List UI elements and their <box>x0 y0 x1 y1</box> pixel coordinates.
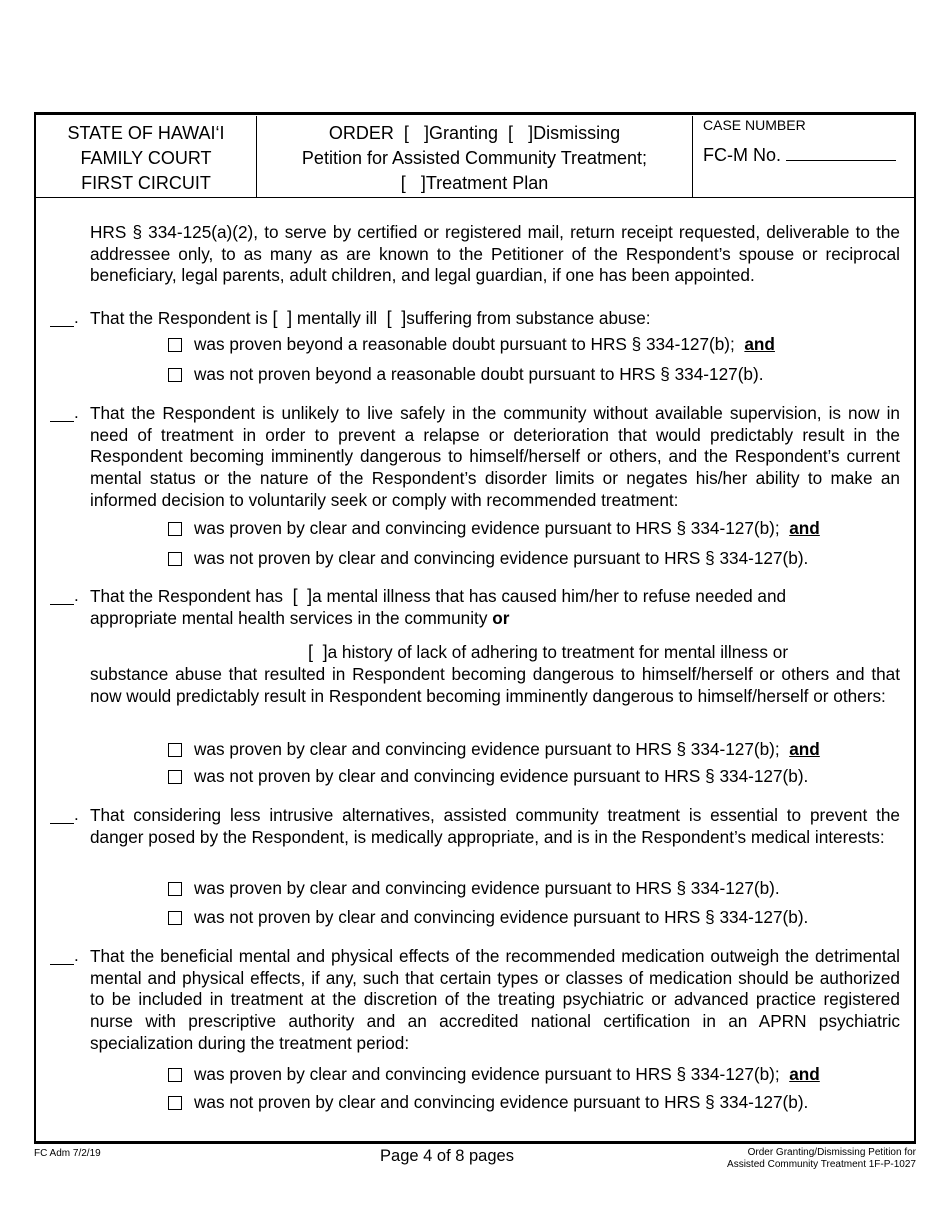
court-circuit: FIRST CIRCUIT <box>81 173 211 193</box>
finding-1-option-a: mentally ill <box>296 308 378 328</box>
finding-1-lead: That the Respondent is <box>90 308 268 328</box>
finding-2-proven-label: was proven by clear and convincing evidence pursuant to HRS § 334-127(b); <box>194 518 780 538</box>
order-word: ORDER <box>328 123 394 143</box>
footer-title-line2: Assisted Community Treatment 1F-P-1027 <box>727 1159 916 1170</box>
frame-tick <box>914 203 916 219</box>
finding-4-not-proven-label: was not proven by clear and convincing evidence pursuant to HRS § 334-127(b). <box>194 907 809 927</box>
frame-tick <box>34 203 36 219</box>
finding-3-text-b: appropriate mental health services in the community <box>90 607 488 628</box>
finding-5-text: That the beneficial mental and physical effects of the recommended medication outweigh the detrimental mental and physical effects, if any, such that certain types or classes of medication should be authorized to be included in treatment at the discretion of the treating psychiatric or advanced practice registered nurse with prescriptive authority and an accredited national certification in an APRN psychiatric specialization during the treatment period: <box>90 946 900 1053</box>
finding-2-number-blank[interactable] <box>50 420 74 422</box>
finding-5-dot: . <box>74 946 79 965</box>
finding-4-proven-label: was proven by clear and convincing evidence pursuant to HRS § 334-127(b). <box>194 878 780 898</box>
finding-1-proven-label: was proven beyond a reasonable doubt pursuant to HRS § 334-127(b); <box>194 334 735 354</box>
finding-1-and: and <box>744 334 775 354</box>
finding-3-option-b-line <box>308 642 900 664</box>
finding-1-not-proven-row <box>168 363 763 385</box>
form-header <box>36 116 914 198</box>
finding-1-number-blank[interactable] <box>50 325 74 327</box>
finding-3-bracket-open-b: [ <box>308 642 314 662</box>
granting-bracket-close: ] <box>423 123 429 143</box>
finding-5-proven-row <box>168 1063 820 1085</box>
finding-4-text: That considering less intrusive alternatives, assisted community treatment is essential to prevent the danger posed by the Respondent, is medically appropriate, and is in the Respondent’s medical interests: <box>90 805 900 847</box>
dismissing-bracket-close: ] <box>528 123 534 143</box>
finding-1-bracket-close-a: ] <box>287 308 293 328</box>
finding-2-proven-checkbox[interactable] <box>168 522 182 536</box>
finding-5-number-blank[interactable] <box>50 963 74 965</box>
finding-2-and: and <box>789 518 820 538</box>
finding-1-not-proven-label: was not proven beyond a reasonable doubt pursuant to HRS § 334-127(b). <box>194 364 764 384</box>
court-name: FAMILY COURT <box>80 148 212 168</box>
finding-3-text-a <box>90 586 900 629</box>
finding-3-option-b: a history of lack of adhering to treatment for mental illness or <box>327 642 789 662</box>
finding-5-not-proven-checkbox[interactable] <box>168 1096 182 1110</box>
finding-2-dot: . <box>74 403 79 422</box>
frame-tick <box>34 180 36 198</box>
finding-5-and: and <box>789 1064 820 1084</box>
finding-3-proven-label: was proven by clear and convincing evidence pursuant to HRS § 334-127(b); <box>194 739 780 759</box>
court-state: STATE OF HAWAI‘I <box>67 123 225 143</box>
granting-label: Granting <box>428 123 499 143</box>
order-title <box>257 116 693 197</box>
finding-4-not-proven-checkbox[interactable] <box>168 911 182 925</box>
finding-1-dot: . <box>74 308 79 327</box>
finding-3-bracket-close-a: ] <box>307 586 313 606</box>
finding-3-not-proven-label: was not proven by clear and convincing evidence pursuant to HRS § 334-127(b). <box>194 766 809 786</box>
order-title-line2: Petition for Assisted Community Treatment; <box>301 148 648 168</box>
finding-4-proven-checkbox[interactable] <box>168 882 182 896</box>
finding-3-and: and <box>789 739 820 759</box>
case-number-blank[interactable] <box>786 146 896 161</box>
case-number-cell <box>693 116 914 197</box>
finding-5-not-proven-row <box>168 1091 808 1113</box>
finding-2-text: That the Respondent is unlikely to live safely in the community without available supervision, is now in need of treatment in order to prevent a relapse or deterioration that would predictably result in the Respondent becoming imminently dangerous to himself/herself or others, and the Respondent’s current mental status or the nature of the Respondent’s disorder limits or negates his/her ability to make an informed decision to voluntarily seek or comply with recommended treatment: <box>90 403 900 510</box>
finding-3-bracket-close-b: ] <box>322 642 328 662</box>
finding-5-not-proven-label: was not proven by clear and convincing evidence pursuant to HRS § 334-127(b). <box>194 1092 809 1112</box>
granting-bracket-open: [ <box>403 123 409 143</box>
finding-3-option-a: a mental illness that has caused him/her to refuse needed and <box>312 586 787 606</box>
finding-2-not-proven-row <box>168 547 808 569</box>
treatment-plan-label: Treatment Plan <box>425 173 549 193</box>
finding-1-proven-checkbox[interactable] <box>168 338 182 352</box>
finding-3-number-blank[interactable] <box>50 603 74 605</box>
finding-1-not-proven-checkbox[interactable] <box>168 368 182 382</box>
plan-bracket-close: ] <box>420 173 426 193</box>
dismissing-bracket-open: [ <box>508 123 514 143</box>
court-caption <box>36 116 257 197</box>
finding-3-text-c: substance abuse that resulted in Respondent becoming dangerous to himself/herself or others and that now would predictably result in Respondent becoming imminently dangerous to himself/herself or others: <box>90 664 900 706</box>
intro-paragraph: HRS § 334-125(a)(2), to serve by certified or registered mail, return receipt requested, deliverable to the addressee only, to as many as are known to the Petitioner of the Respondent’s spouse or reciprocal beneficiary, legal parents, adult children, and legal guardian, if one has been appointed. <box>90 222 900 286</box>
finding-4-number-blank[interactable] <box>50 822 74 824</box>
finding-3-or: or <box>492 607 510 628</box>
finding-3-bracket-open-a: [ <box>292 586 298 606</box>
form-title-footer <box>727 1147 916 1171</box>
finding-2-proven-row <box>168 517 820 539</box>
dismissing-label: Dismissing <box>533 123 621 143</box>
finding-3-dot: . <box>74 586 79 605</box>
finding-3-not-proven-row <box>168 765 808 787</box>
finding-3-proven-row <box>168 738 820 760</box>
finding-2-not-proven-checkbox[interactable] <box>168 552 182 566</box>
finding-3-not-proven-checkbox[interactable] <box>168 770 182 784</box>
case-number-label: CASE NUMBER <box>703 117 806 133</box>
finding-1-bracket-open-b: [ <box>386 308 392 328</box>
finding-1-text <box>90 308 900 330</box>
form-id: FC Adm 7/2/19 <box>34 1148 101 1159</box>
finding-4-dot: . <box>74 805 79 824</box>
frame-tick <box>914 180 916 198</box>
footer-title-line1: Order Granting/Dismissing Petition for <box>747 1147 916 1158</box>
finding-1-option-b: suffering from substance abuse: <box>406 308 651 328</box>
page-number: Page 4 of 8 pages <box>380 1147 514 1165</box>
finding-1-proven-row <box>168 333 775 355</box>
plan-bracket-open: [ <box>400 173 406 193</box>
case-number-prefix: FC-M No. <box>703 145 781 165</box>
finding-1-bracket-close-b: ] <box>401 308 407 328</box>
finding-2-not-proven-label: was not proven by clear and convincing evidence pursuant to HRS § 334-127(b). <box>194 548 809 568</box>
finding-4-proven-row <box>168 877 780 899</box>
finding-3-lead: That the Respondent has <box>90 586 284 606</box>
finding-4-not-proven-row <box>168 906 808 928</box>
finding-1-bracket-open-a: [ <box>272 308 278 328</box>
finding-5-proven-label: was proven by clear and convincing evidence pursuant to HRS § 334-127(b); <box>194 1064 780 1084</box>
finding-3-proven-checkbox[interactable] <box>168 743 182 757</box>
finding-5-proven-checkbox[interactable] <box>168 1068 182 1082</box>
